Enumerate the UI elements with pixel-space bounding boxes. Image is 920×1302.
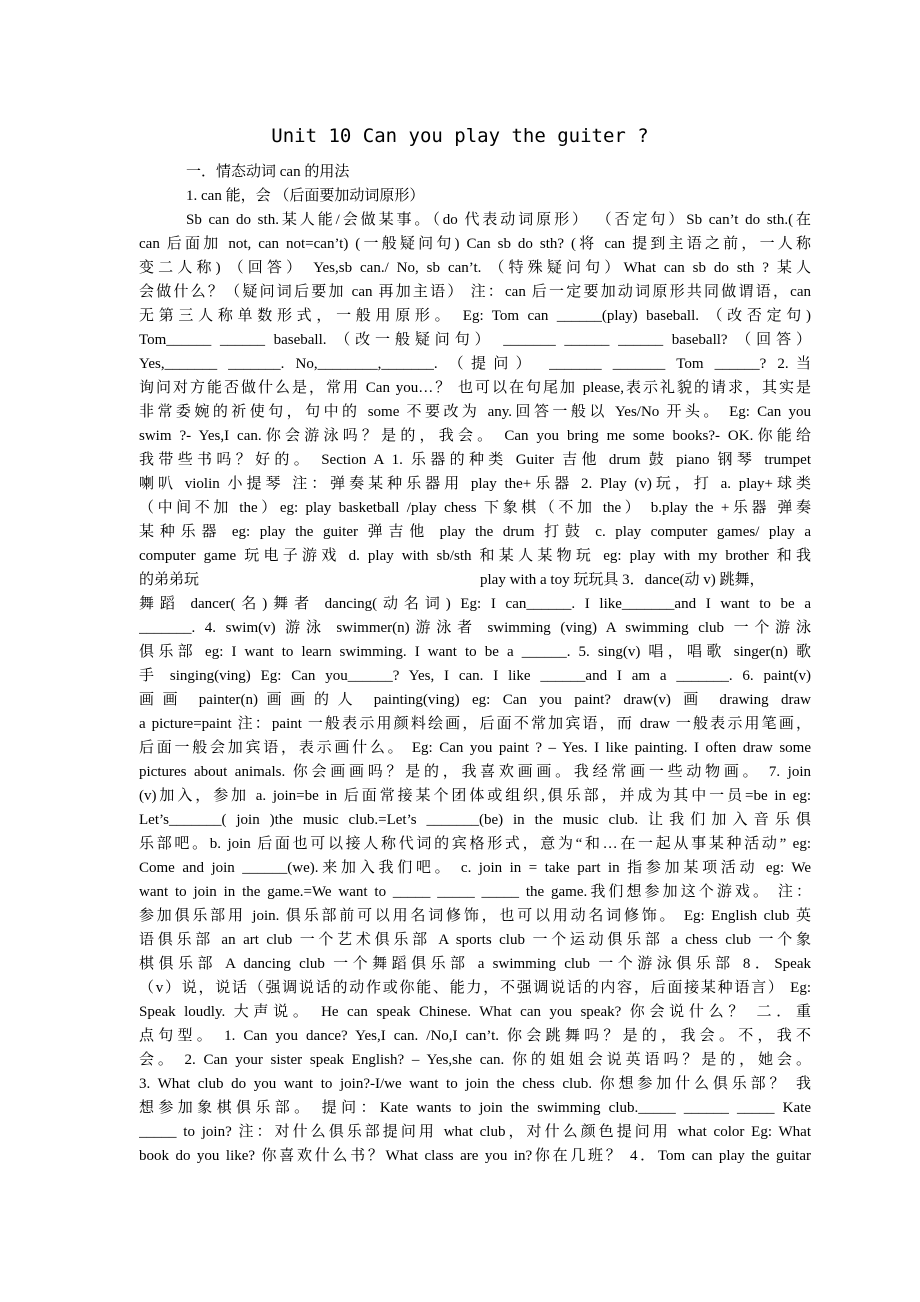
text-line: computer game 玩电子游戏 d. play with sb/sth 和某人某物玩 eg: play with my brother 和我 [139,548,811,564]
text-line: 舞蹈 dancer(名)舞者 dancing(动名词) Eg: I can______. I like_______and I want to be a [139,596,811,612]
text-line: 会。 2. Can your sister speak English? – Yes,she can. 你的姐姐会说英语吗？是的，她会。 [139,1052,811,1068]
text-line: pictures about animals. 你会画画吗？是的，我喜欢画画。我经常画一些动物画。 7. join [139,764,811,780]
text-line: 询问对方能否做什么是，常用 Can you…？ 也可以在句尾加 please,表示礼貌的请求，其实是 [139,380,811,396]
text-line: 1. can 能，会 （后面要加动词原形） [186,188,425,204]
text-line: Tom______ ______ baseball. （改一般疑问句） _______ ______ ______ baseball? （回答） [139,332,811,348]
text-line: book do you like? 你喜欢什么书？What class are you in?你在几班？ 4．Tom can play the guitar [139,1148,811,1164]
text-line: 棋俱乐部 A dancing club 一个舞蹈俱乐部 a swimming club 一个游泳俱乐部 8．Speak [139,956,811,972]
text-line: 变二人称) （回答） Yes,sb can./ No, sb can’t. （特殊疑问句）What can sb do sth ? 某人 [139,260,811,276]
text-line: play with a toy 玩玩具 3．dance(动 v) 跳舞， [480,572,765,588]
text-line: 手 singing(ving) Eg: Can you______? Yes, I can. I like ______and I am a _______. 6. paint(v) [139,668,811,684]
text-line: 非常委婉的祈使句，句中的 some 不要改为 any.回答一般以 Yes/No 开头。 Eg: Can you [139,404,811,420]
text-line: 无第三人称单数形式，一般用原形。 Eg: Tom can ______(play) baseball. （改否定句) [139,308,811,324]
text-line: 某种乐器 eg: play the guiter 弹吉他 play the drum 打鼓 c. play computer games/ play a [139,524,811,540]
document-title: Unit 10 Can you play the guiter ? [271,125,649,147]
text-line: Speak loudly. 大声说。 He can speak Chinese. What can you speak? 你会说什么？ 二．重 [139,1004,811,1020]
text-line: 我带些书吗？好的。 Section A 1. 乐器的种类 Guiter 吉他 drum 鼓 piano 钢琴 trumpet [139,452,811,468]
text-line: Come and join ______(we).来加入我们吧。 c. join in = take part in 指参加某项活动 eg: We [139,860,811,876]
text-line: Sb can do sth.某人能/会做某事。（do 代表动词原形） （否定句）Sb can’t do sth.(在 [186,212,811,228]
text-line: Yes,_______ _______. No,________,_______. （提问） _______ _______ Tom ______? 2.当 [139,356,811,372]
text-line: 想参加象棋俱乐部。 提问：Kate wants to join the swimming club._____ ______ _____ Kate [139,1100,811,1116]
text-line: 后面一般会加宾语，表示画什么。 Eg: Can you paint ? – Yes. I like painting. I often draw some [139,740,811,756]
text-line: 点句型。 1. Can you dance? Yes,I can. /No,I can’t. 你会跳舞吗？是的，我会。不，我不 [139,1028,811,1044]
text-line: 语俱乐部 an art club 一个艺术俱乐部 A sports club 一个运动俱乐部 a chess club 一个象 [139,932,811,948]
text-line: 的弟弟玩 [139,572,200,588]
text-line: 画画 painter(n)画画的人 painting(ving) eg: Can you paint? draw(v) 画 drawing draw [139,692,811,708]
text-line: Let’s_______( join )the music club.=Let’s _______(be) in the music club. 让我们加入音乐俱 [139,812,811,828]
text-line: （中间不加 the）eg: play basketball /play chess 下象棋（不加 the） b.play the +乐器 弹奏 [139,500,811,516]
text-line: 喇叭 violin 小提琴 注：弹奏某种乐器用 play the+乐器 2. Play (v)玩，打 a. play+球类 [139,476,811,492]
text-line: 乐部吧。b. join 后面也可以接人称代词的宾格形式，意为“和…在一起从事某种活动” eg: [139,836,811,852]
text-line: _______. 4. swim(v) 游泳 swimmer(n)游泳者 swimming (ving) A swimming club 一个游泳 [139,620,811,636]
text-line: （v）说，说话（强调说话的动作或你能、能力，不强调说话的内容，后面接某种语言） Eg: [139,980,811,996]
text-line: 俱乐部 eg: I want to learn swimming. I want to be a ______. 5. sing(v) 唱，唱歌 singer(n) 歌 [139,644,811,660]
text-line: 3. What club do you want to join?-I/we want to join the chess club. 你想参加什么俱乐部？ 我 [139,1076,811,1092]
text-line: want to join in the game.=We want to _____ _____ _____ the game.我们想参加这个游戏。 注： [139,884,811,900]
text-line: can 后面加 not, can not=can’t) (一般疑问句) Can sb do sth? (将 can 提到主语之前，一人称 [139,236,811,252]
text-line: 会做什么？（疑问词后要加 can 再加主语） 注：can 后一定要加动词原形共同做谓语，can [139,284,811,300]
text-line: 一．情态动词 can 的用法 [186,164,350,180]
text-line: 参加俱乐部用 join. 俱乐部前可以用名词修饰，也可以用动名词修饰。 Eg: English club 英 [139,908,811,924]
text-line: a picture=paint 注：paint 一般表示用颜料绘画，后面不常加宾语，而 draw 一般表示用笔画， [139,716,811,732]
text-line: swim ?- Yes,I can.你会游泳吗？是的，我会。 Can you bring me some books?- OK.你能给 [139,428,811,444]
text-line: _____ to join? 注：对什么俱乐部提问用 what club，对什么颜色提问用 what color Eg: What [139,1124,811,1140]
text-line: (v)加入，参加 a. join=be in 后面常接某个团体或组织,俱乐部，并成为其中一员=be in eg: [139,788,811,804]
